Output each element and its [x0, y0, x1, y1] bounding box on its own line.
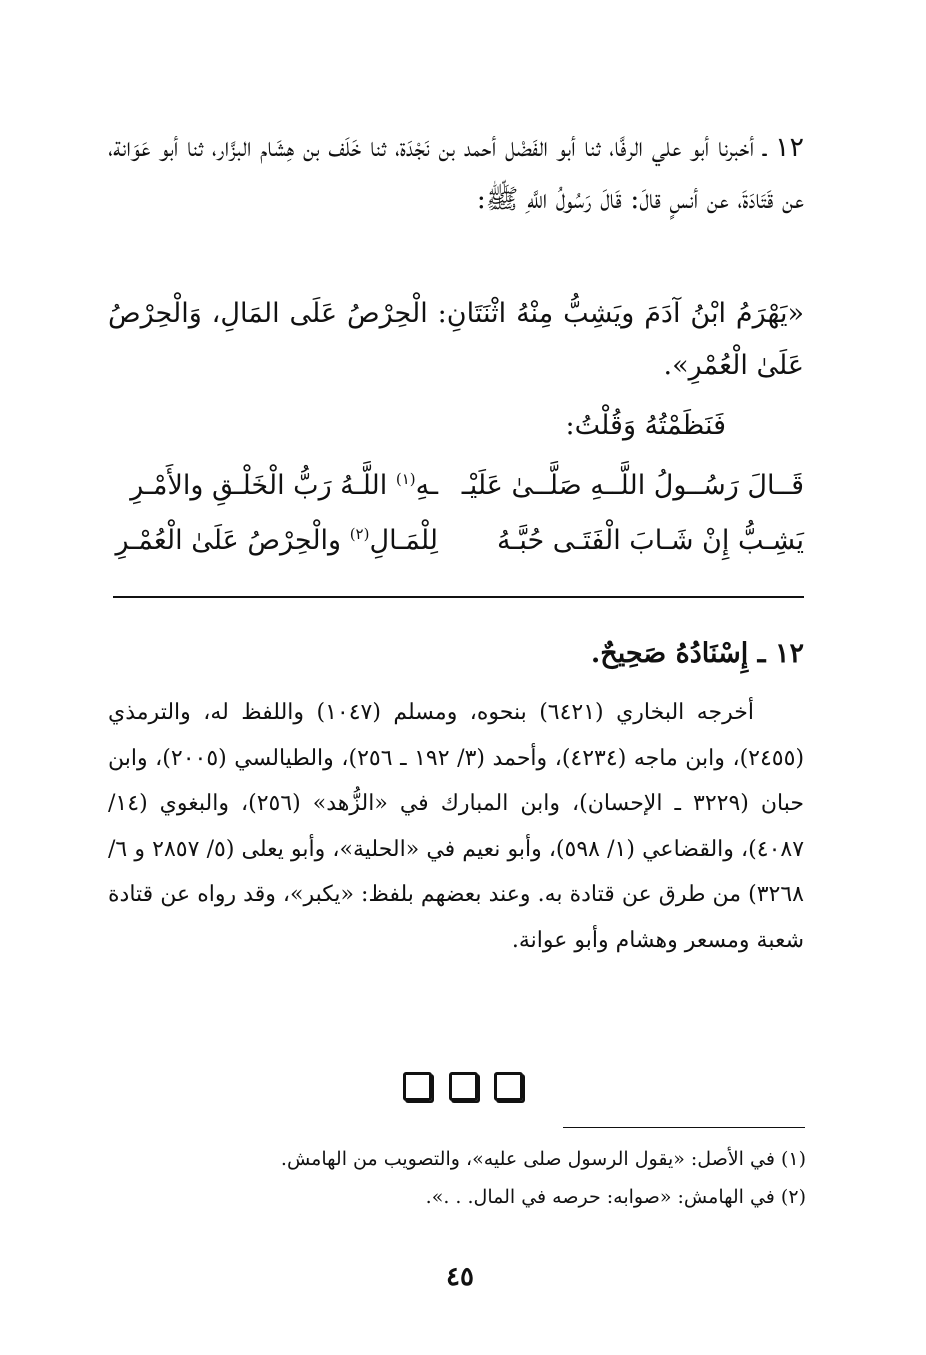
hadith-matn: [108, 288, 804, 392]
poem-line-1-second-b: اللَّـهُ رَبُّ الْخَلْـقِ والأَمْـرِ: [130, 470, 396, 501]
footnotes: [206, 1140, 806, 1216]
verse-intro: فَنَظَمْتُهُ وَقُلْتُ:: [565, 410, 726, 441]
poem-line-2-second-a: لِلْمَـالِ: [369, 525, 438, 556]
takhrij-paragraph: [108, 690, 804, 964]
poem-line-1-second-a: ـهِ: [415, 470, 438, 501]
poem-line-2-second-hemistich: [108, 525, 438, 556]
square-ornament-icon: [403, 1072, 432, 1101]
square-ornament-icon: [494, 1072, 523, 1101]
hadith-isnad-text: ١٢ ـ أخبرنا أبو علي الرفَّا، ثنا أبو الفَضْل أحمد بن نَجْدَة، ثنا خَلَف بن هِشَام البزَّار، ثنا أبو عَوَانة، عن قَتَادَةَ، عن أنسٍ قالَ: قَالَ رَسُولُ اللَّهِ ﷺ:: [108, 132, 804, 215]
poem-line-2-second-b: والْحِرْصُ عَلَىٰ الْعُمْـرِ: [115, 525, 350, 556]
footnote-ref-1: (١): [395, 470, 416, 488]
poem-line-1: [108, 470, 804, 522]
poem-line-1-first-hemistich: قَــالَ رَسُــولُ اللَّــهِ صَلَّــىٰ عَلَيْـ: [461, 470, 804, 501]
poem-line-2: [108, 525, 804, 577]
hadith-isnad: [108, 122, 804, 226]
page-number: ٤٥: [446, 1262, 474, 1292]
poem-line-1-second-hemistich: [108, 470, 438, 501]
section-end-ornament: [403, 1072, 523, 1102]
takhrij-text: أخرجه البخاري (٦٤٢١) بنحوه، ومسلم (١٠٤٧) واللفظ له، والترمذي (٢٤٥٥)، وابن ماجه (٤٢٣٤)، وأحمد (٣/ ١٩٢ ـ ٢٥٦)، والطيالسي (٢٠٠٥)، وابن حبان (٣٢٢٩ ـ الإحسان)، وابن المبارك في «الزُّهد» (٢٥٦)، والبغوي (١٤/ ٤٠٨٧)، والقضاعي (١/ ٥٩٨)، وأبو نعيم في «الحلية»، وأبو يعلى (٥/ ٢٨٥٧ و ٦/ ٣٢٦٨) من طرق عن قتادة به. وعند بعضهم بلفظ: «يكبر»، وقد رواه عن قتادة شعبة ومسعر وهشام وأبو عوانة.: [108, 700, 805, 953]
takhrij-heading: ١٢ ـ إِسْنَادُهُ صَحِيحٌ.: [590, 638, 804, 669]
footnote-1: (١) في الأصل: «يقول الرسول صلى عليه»، والتصويب من الهامش.: [280, 1148, 806, 1170]
footnote-2: (٢) في الهامش: «صوابه: حرصه في المال. . .».: [425, 1186, 806, 1208]
footnote-divider: [563, 1127, 805, 1128]
section-divider: [113, 596, 804, 598]
poem-line-2-first-hemistich: يَشِـبُّ إِنْ شَـابَ الْفَتَـى حُبَّـهُ: [496, 525, 804, 556]
hadith-matn-text: «يَهْرَمُ ابْنُ آدَمَ ويَشِبُّ مِنْهُ اثْنَتَانِ: الْحِرْصُ عَلَى المَالِ، وَالْحِرْصُ عَلَىٰ الْعُمْرِ».: [108, 298, 804, 381]
footnote-ref-2: (٢): [349, 525, 370, 543]
square-ornament-icon: [449, 1072, 478, 1101]
